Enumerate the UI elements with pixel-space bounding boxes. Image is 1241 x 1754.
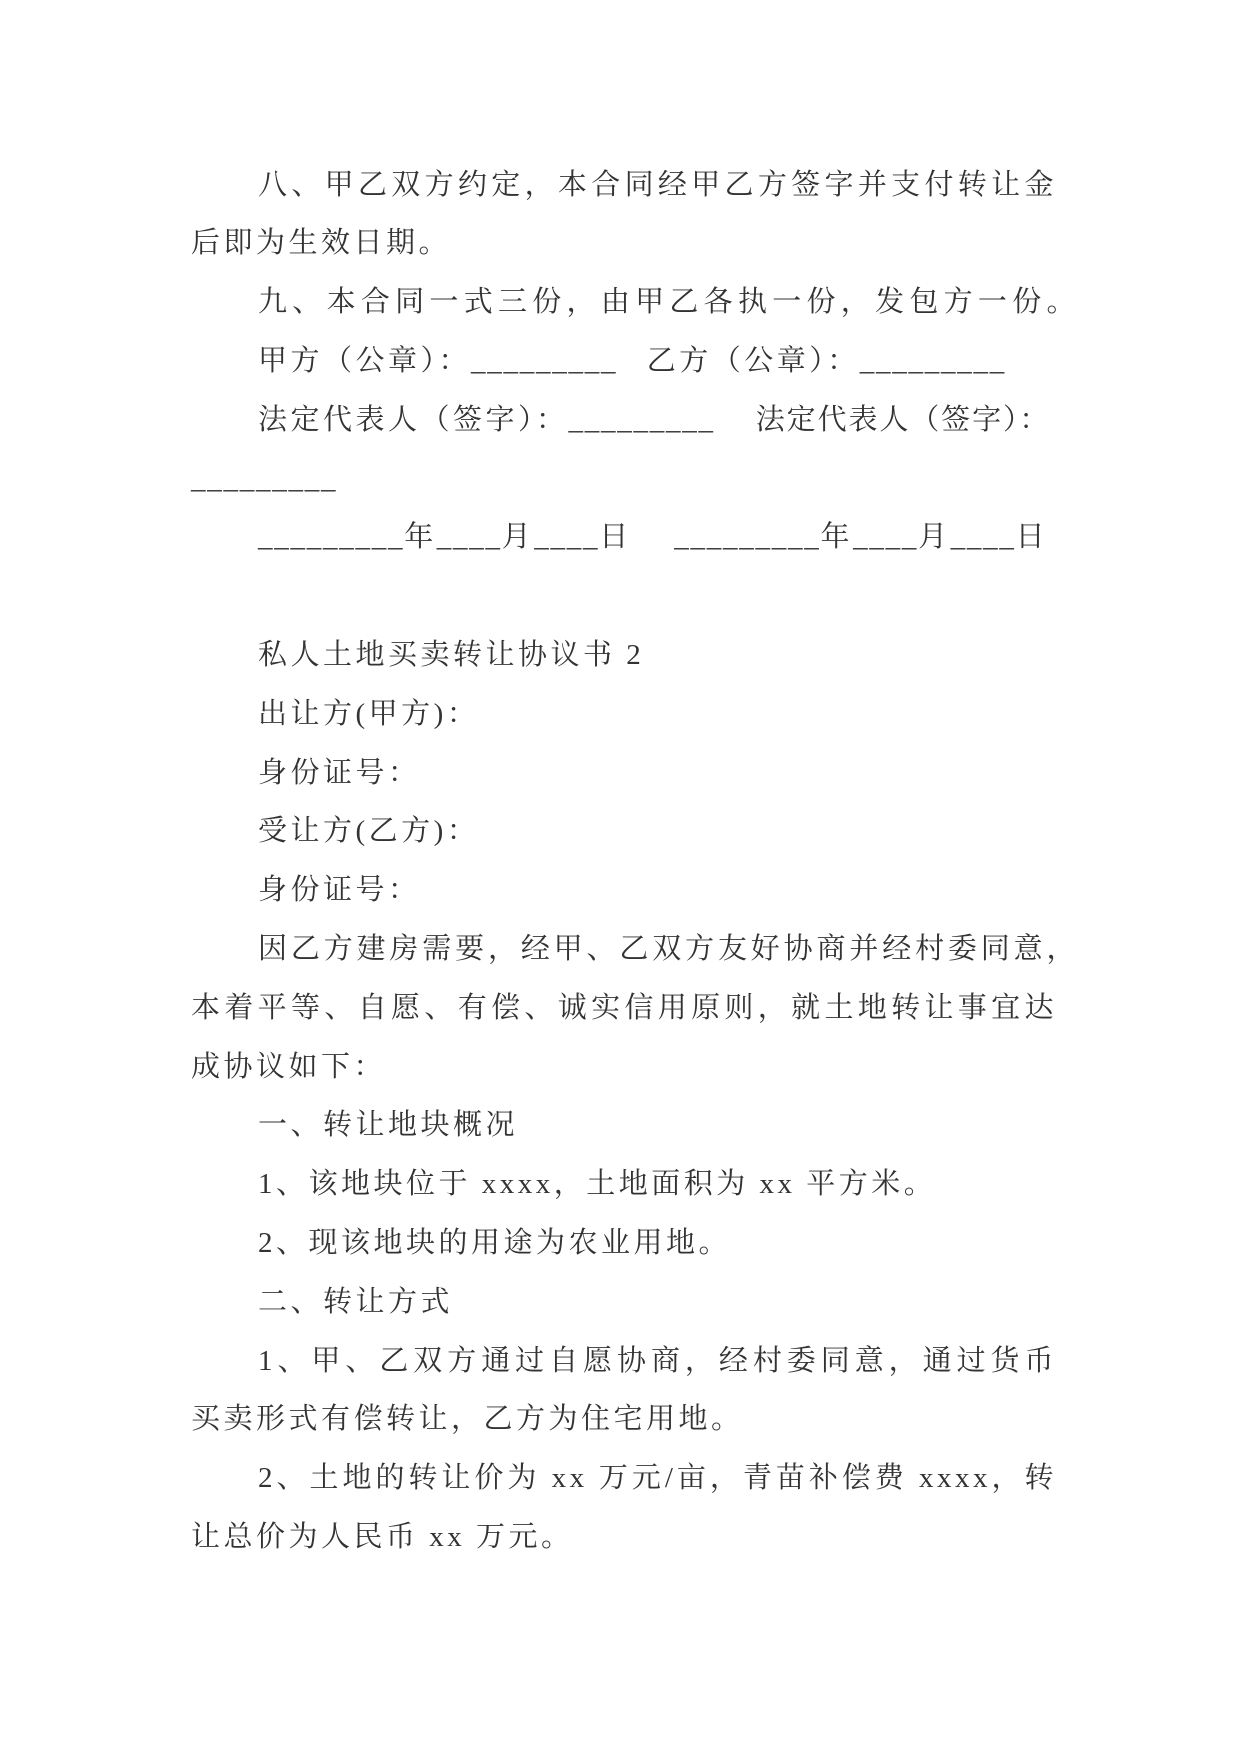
representative-row-continued (191, 450, 1057, 509)
representative-row (191, 391, 1057, 450)
party-b-representative-label: 法定代表人（签字）： (755, 403, 1051, 436)
month-label: 月 (918, 521, 951, 554)
year-blank: _________ (674, 521, 821, 554)
section-1-heading: 一、转让地块概况 (258, 1109, 519, 1142)
section-2-item-1-line-2: 买卖形式有偿转让，乙方为住宅用地。 (191, 1403, 744, 1436)
month-label: 月 (501, 521, 535, 554)
document-title: 私人土地买卖转让协议书 2 (258, 638, 645, 671)
section-1-item-2: 2、现该地块的用途为农业用地。 (258, 1226, 732, 1259)
party-a-seal-blank: _________ (471, 344, 618, 377)
preamble-line-1: 因乙方建房需要，经甲、乙双方友好协商并经村委同意， (258, 932, 1079, 965)
party-b-date (674, 521, 1048, 553)
empty-line (191, 567, 1057, 626)
transferee-label: 受让方(乙方)： (258, 815, 480, 848)
party-b-seal-blank: _________ (859, 344, 1007, 377)
section-2-item-2-line-2: 让总价为人民币 xx 万元。 (191, 1520, 574, 1553)
party-b-seal-label: 乙方（公章）： (646, 344, 860, 377)
transferee-id-label: 身份证号： (258, 874, 421, 907)
section-2-item-2-line-1: 2、土地的转让价为 xx 万元/亩，青苗补偿费 xxxx，转 (258, 1462, 1057, 1495)
party-a-representative-label: 法定代表人（签字）： (258, 403, 569, 436)
party-a-seal-label: 甲方（公章）： (258, 344, 472, 377)
party-a-representative-blank: _________ (568, 403, 715, 436)
clause-9: 九、本合同一式三份，由甲乙各执一份，发包方一份。 (258, 286, 1079, 319)
preamble-line-2: 本着平等、自愿、有偿、诚实信用原则，就土地转让事宜达 (191, 991, 1057, 1024)
date-row (191, 508, 1057, 567)
year-label: 年 (820, 521, 854, 554)
month-blank: ____ (853, 521, 919, 554)
year-blank: _________ (258, 521, 405, 554)
day-label: 日 (599, 521, 632, 554)
party-a-date (258, 521, 632, 553)
document-body (191, 156, 1079, 1567)
day-blank: ____ (534, 521, 600, 554)
day-blank: ____ (950, 521, 1016, 554)
seal-row (191, 332, 1057, 391)
clause-8-line-1: 八、甲乙双方约定，本合同经甲乙方签字并支付转让金 (258, 168, 1057, 201)
section-1-item-1: 1、该地块位于 xxxx，土地面积为 xx 平方米。 (258, 1168, 937, 1201)
month-blank: ____ (436, 521, 502, 554)
party-b-representative-blank: _________ (191, 462, 338, 495)
transferor-id-label: 身份证号： (258, 756, 421, 789)
section-2-heading: 二、转让方式 (258, 1285, 454, 1318)
section-2-item-1-line-1: 1、甲、乙双方通过自愿协商，经村委同意，通过货币 (258, 1344, 1057, 1377)
year-label: 年 (404, 521, 437, 554)
transferor-label: 出让方(甲方)： (258, 697, 480, 730)
day-label: 日 (1015, 521, 1049, 554)
clause-8-line-2: 后即为生效日期。 (191, 227, 452, 260)
preamble-line-3: 成协议如下： (191, 1050, 387, 1083)
